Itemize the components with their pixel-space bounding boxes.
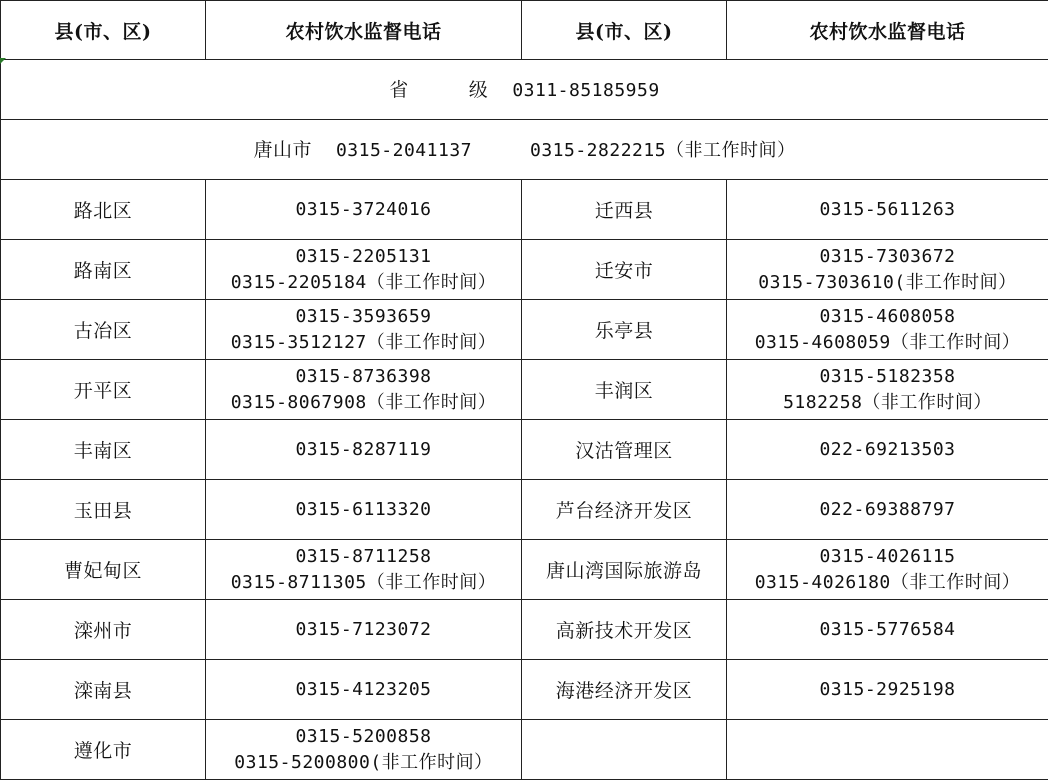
phone-number: 0315-7123072: [295, 618, 432, 640]
phone-number: 0315-7303610(非工作时间）: [758, 271, 1017, 293]
left-phone-cell: [206, 420, 522, 480]
phone-number: 0315-4026180（非工作时间）: [754, 571, 1021, 593]
phone-number: 0315-5200800(非工作时间）: [234, 751, 493, 773]
left-phone-cell: [206, 360, 522, 420]
table-row: [1, 540, 1048, 600]
right-district-name: 唐山湾国际旅游岛: [522, 540, 727, 600]
left-district-name: 路北区: [1, 180, 206, 240]
left-district-name: 路南区: [1, 240, 206, 300]
left-district-name: 滦南县: [1, 660, 206, 720]
phone-number: 0315-8287119: [295, 438, 432, 460]
left-district-name: 遵化市: [1, 720, 206, 780]
right-district-name: [522, 720, 727, 780]
left-district-name: 玉田县: [1, 480, 206, 540]
phone-number: 0315-4608059（非工作时间）: [754, 331, 1021, 353]
right-phone-cell: [727, 240, 1048, 300]
right-district-name: 海港经济开发区: [522, 660, 727, 720]
phone-number: 0315-5200858: [295, 725, 432, 747]
table-row: [1, 480, 1048, 540]
province-phone: 0311-85185959: [512, 80, 660, 101]
phone-number: 022-69213503: [819, 438, 956, 460]
right-phone-cell: [727, 600, 1048, 660]
phone-number: 0315-6113320: [295, 498, 432, 520]
cell-corner-mark: [0, 58, 6, 64]
phone-number: 0315-5776584: [819, 618, 956, 640]
left-phone-cell: [206, 180, 522, 240]
phone-number: 0315-2205131: [295, 245, 432, 267]
right-district-name: 迁西县: [522, 180, 727, 240]
left-district-name: 开平区: [1, 360, 206, 420]
left-phone-cell: [206, 300, 522, 360]
province-label-b: 级: [468, 79, 489, 101]
right-phone-cell: [727, 360, 1048, 420]
right-phone-cell: [727, 300, 1048, 360]
table-row: [1, 360, 1048, 420]
left-district-name: 曹妃甸区: [1, 540, 206, 600]
city-cell: [1, 120, 1048, 180]
phone-number: 0315-3593659: [295, 305, 432, 327]
province-row: [1, 60, 1048, 120]
right-phone-cell: [727, 540, 1048, 600]
header-district-col-1: 县(市、区): [1, 1, 206, 60]
left-phone-cell: [206, 660, 522, 720]
city-row: [1, 120, 1048, 180]
table-row: [1, 420, 1048, 480]
right-district-name: 乐亭县: [522, 300, 727, 360]
right-phone-cell: [727, 660, 1048, 720]
right-phone-cell: [727, 720, 1048, 780]
phone-number: 0315-8711305（非工作时间）: [230, 571, 497, 593]
left-phone-cell: [206, 540, 522, 600]
phone-number: 0315-5611263: [819, 198, 956, 220]
left-district-name: 古冶区: [1, 300, 206, 360]
phone-number: 0315-3724016: [295, 198, 432, 220]
header-district-col-2: 县(市、区): [522, 1, 727, 60]
right-district-name: 芦台经济开发区: [522, 480, 727, 540]
province-label-a: 省: [389, 79, 409, 101]
right-district-name: 汉沽管理区: [522, 420, 727, 480]
phone-number: 0315-4026115: [819, 545, 956, 567]
left-phone-cell: [206, 480, 522, 540]
phone-number: 0315-5182358: [819, 365, 956, 387]
right-phone-cell: [727, 180, 1048, 240]
table-row: [1, 300, 1048, 360]
phone-number: 0315-7303672: [819, 245, 956, 267]
city-phone: 0315-2041137: [335, 140, 472, 161]
phone-number: 0315-8736398: [295, 365, 432, 387]
right-district-name: 迁安市: [522, 240, 727, 300]
phone-number: 0315-3512127（非工作时间）: [230, 331, 497, 353]
phone-number: 022-69388797: [819, 498, 956, 520]
table-row: [1, 240, 1048, 300]
table-row: [1, 660, 1048, 720]
table-row: [1, 600, 1048, 660]
phone-number: 0315-8711258: [295, 545, 432, 567]
city-phone-after-hours: 0315-2822215（非工作时间）: [530, 140, 796, 161]
left-phone-cell: [206, 240, 522, 300]
phone-number: 0315-4123205: [295, 678, 432, 700]
header-phone-col-1: 农村饮水监督电话: [206, 1, 522, 60]
table-row: [1, 720, 1048, 780]
phone-number: 0315-2205184（非工作时间）: [230, 271, 497, 293]
province-cell: [1, 60, 1048, 120]
right-phone-cell: [727, 420, 1048, 480]
city-name: 唐山市: [253, 139, 312, 161]
left-district-name: 滦州市: [1, 600, 206, 660]
left-phone-cell: [206, 720, 522, 780]
left-district-name: 丰南区: [1, 420, 206, 480]
phone-number: 0315-4608058: [819, 305, 956, 327]
phone-number: 0315-2925198: [819, 678, 956, 700]
right-phone-cell: [727, 480, 1048, 540]
right-district-name: 高新技术开发区: [522, 600, 727, 660]
header-phone-col-2: 农村饮水监督电话: [727, 1, 1048, 60]
phone-number: 0315-8067908（非工作时间）: [230, 391, 497, 413]
table-row: [1, 180, 1048, 240]
right-district-name: 丰润区: [522, 360, 727, 420]
left-phone-cell: [206, 600, 522, 660]
phone-number: 5182258（非工作时间）: [783, 391, 992, 413]
